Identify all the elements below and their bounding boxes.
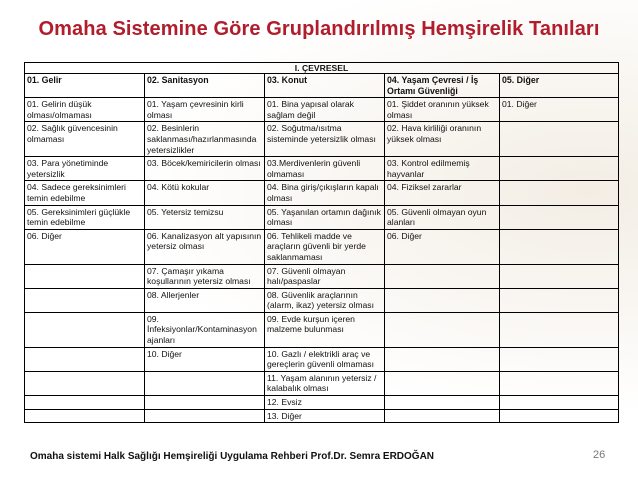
table-cell (25, 288, 145, 312)
table-cell (500, 205, 619, 229)
table-cell (145, 409, 265, 423)
table-cell: 01. Şiddet oranının yüksek olması (385, 98, 500, 122)
table-cell (500, 229, 619, 264)
table-cell (25, 396, 145, 410)
table-cell: 05. Yetersiz temizsu (145, 205, 265, 229)
table-cell (500, 371, 619, 395)
header-cell: 01. Gelir (25, 74, 145, 98)
table-cell: 04. Fiziksel zararlar (385, 181, 500, 205)
table-row (25, 229, 619, 264)
table-cell: 07. Güvenli olmayan halı/paspaslar (265, 264, 385, 288)
table-cell: 04. Kötü kokular (145, 181, 265, 205)
table-cell (25, 347, 145, 371)
table-cell: 02. Hava kirliliği oranının yüksek olması (385, 122, 500, 157)
header-cell: 05. Diğer (500, 74, 619, 98)
table-cell (25, 371, 145, 395)
table-cell: 08. Güvenlik araçlarının (alarm, ikaz) yetersiz olması (265, 288, 385, 312)
table-cell: 04. Sadece gereksinimleri temin edebilme (25, 181, 145, 205)
header-cell: 04. Yaşam Çevresi / İş Ortamı Güvenliği (385, 74, 500, 98)
table-cell (500, 396, 619, 410)
table-cell (500, 264, 619, 288)
table-cell: 02. Sağlık güvencesinin olmaması (25, 122, 145, 157)
table-cell: 05. Yaşanılan ortamın dağınık olması (265, 205, 385, 229)
table-cell: 10. Diğer (145, 347, 265, 371)
table-cell (25, 264, 145, 288)
table-cell (385, 371, 500, 395)
table-cell (500, 347, 619, 371)
table-cell (500, 157, 619, 181)
table-cell: 03.Merdivenlerin güvenli olmaması (265, 157, 385, 181)
table-cell (145, 371, 265, 395)
table-cell (385, 347, 500, 371)
slide-footer: Omaha sistemi Halk Sağlığı Hemşireliği Uygulama Rehberi Prof.Dr. Semra ERDOĞAN (30, 451, 435, 462)
table-row (25, 288, 619, 312)
table-row (25, 157, 619, 181)
table-cell: 10. Gazlı / elektrikli araç ve gereçlerin güvenli olmaması (265, 347, 385, 371)
table-cell: 03. Kontrol edilmemiş hayvanlar (385, 157, 500, 181)
table-row (25, 205, 619, 229)
table-cell: 09. Evde kurşun içeren malzeme bulunması (265, 312, 385, 347)
slide-title: Omaha Sistemine Göre Gruplandırılmış Hemşirelik Tanıları (38, 18, 600, 40)
table-row (25, 264, 619, 288)
table-cell: 05. Güvenli olmayan oyun alanları (385, 205, 500, 229)
table-cell: 04. Bina giriş/çıkışların kapalı olması (265, 181, 385, 205)
table-cell: 03. Böcek/kemiricilerin olması (145, 157, 265, 181)
table-cell: 02. Soğutma/ısıtma sisteminde yetersizlik olması (265, 122, 385, 157)
table-row (25, 371, 619, 395)
table-cell: 02. Besinlerin saklanması/hazırlanmasında yetersizlikler (145, 122, 265, 157)
table-cell (500, 288, 619, 312)
table-cell: 06. Tehlikeli madde ve araçların güvenli bir yerde saklanmaması (265, 229, 385, 264)
table-row (25, 181, 619, 205)
table-cell: 01. Bina yapısal olarak sağlam değil (265, 98, 385, 122)
table-cell: 01. Gelirin düşük olması/olmaması (25, 98, 145, 122)
table-cell: 09. İnfeksiyonlar/Kontaminasyon ajanları (145, 312, 265, 347)
table-cell (385, 396, 500, 410)
table-cell: 05. Gereksinimleri güçlükle temin edebilme (25, 205, 145, 229)
table-cell (25, 409, 145, 423)
table-cell: 12. Evsiz (265, 396, 385, 410)
table-cell (500, 122, 619, 157)
table-cell (500, 312, 619, 347)
table-cell: 13. Diğer (265, 409, 385, 423)
table-row (25, 347, 619, 371)
table-cell: 11. Yaşam alanının yetersiz / kalabalık olması (265, 371, 385, 395)
table-cell: 03. Para yönetiminde yetersizlik (25, 157, 145, 181)
table-cell (500, 409, 619, 423)
table-cell (385, 288, 500, 312)
table-cell: 01. Yaşam çevresinin kirli olması (145, 98, 265, 122)
table-cell (145, 396, 265, 410)
table-row (25, 98, 619, 122)
header-cell: 02. Sanitasyon (145, 74, 265, 98)
table-cell: 06. Diğer (25, 229, 145, 264)
header-cell: 03. Konut (265, 74, 385, 98)
table-cell: 08. Allerjenler (145, 288, 265, 312)
table-cell (385, 312, 500, 347)
table-row (25, 409, 619, 423)
table-cell: 06. Diğer (385, 229, 500, 264)
table-cell: 01. Diğer (500, 98, 619, 122)
table-row (25, 122, 619, 157)
table-cell (385, 264, 500, 288)
table-row (25, 312, 619, 347)
header-row (25, 74, 619, 98)
table-cell: 06. Kanalizasyon alt yapısının yetersiz olması (145, 229, 265, 264)
table-row (25, 396, 619, 410)
table-cell (385, 409, 500, 423)
diagnosis-table (24, 62, 619, 423)
table-cell (25, 312, 145, 347)
page-number: 26 (593, 449, 606, 461)
table-cell: 07. Çamaşır yıkama koşullarının yetersiz olması (145, 264, 265, 288)
table-cell (500, 181, 619, 205)
diagnosis-table-container (24, 62, 618, 423)
section-title: I. ÇEVRESEL (25, 63, 619, 74)
